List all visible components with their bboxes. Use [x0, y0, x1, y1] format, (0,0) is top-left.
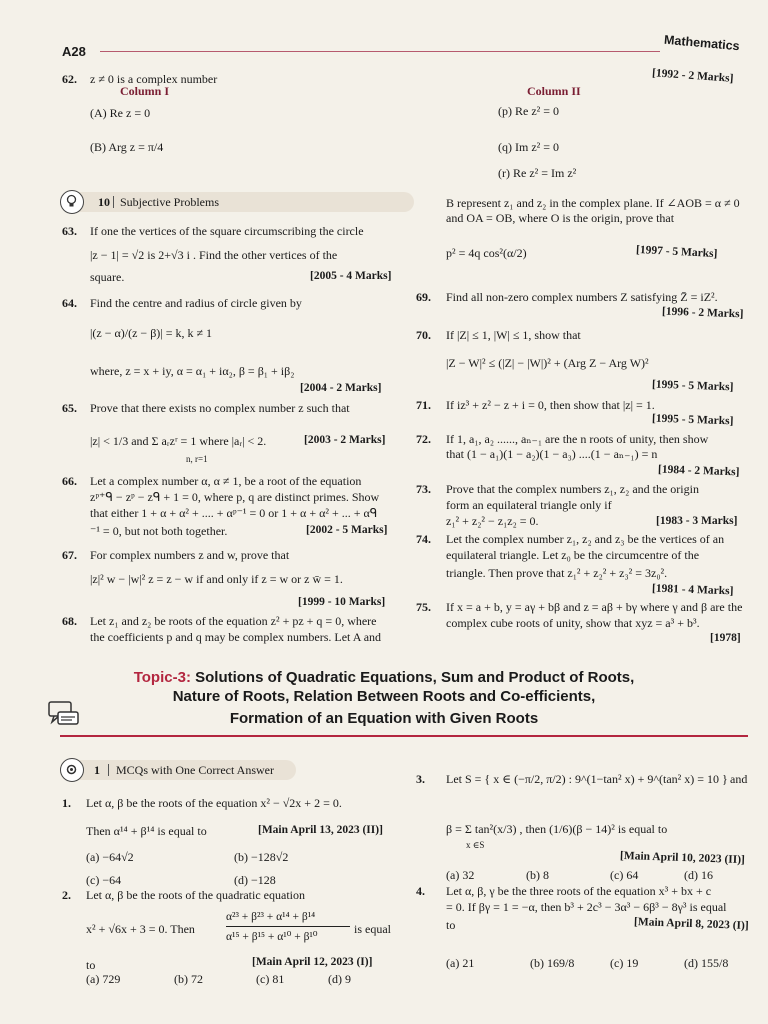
section-title: MCQs with One Correct Answer: [116, 763, 274, 777]
option-b: (b) −128√2: [234, 850, 289, 864]
option-c: (c) −64: [86, 873, 122, 887]
question-text: |z − 1| = √2 is 2+√3 i . Find the other vertices of the: [90, 248, 338, 262]
section-title: Subjective Problems: [120, 195, 219, 209]
marks: [Main April 10, 2023 (II)]: [619, 849, 746, 867]
question-text: If 1, a₁, a₂ ......, aₙ₋₁ are the n roots of unity, then show: [446, 432, 709, 446]
option-a: (a) 21: [446, 956, 475, 970]
question-number: 1.: [62, 796, 71, 810]
equation: z₁² + z₂² − z₁z₂ = 0.: [446, 514, 539, 528]
marks: [1978]: [710, 632, 741, 644]
question-text: Let α, β be the roots of the equation x² − √2x + 2 = 0.: [86, 796, 342, 810]
subject-title: Mathematics: [663, 32, 741, 54]
option-b: (b) 169/8: [530, 956, 575, 970]
marks: [1999 - 10 Marks]: [298, 596, 386, 608]
marks: [1984 - 2 Marks]: [657, 463, 740, 479]
question-text: to: [446, 918, 456, 932]
equation: |Z − W|² ≤ (|Z| − |W|)² + (Arg Z − Arg W)²: [446, 356, 649, 370]
marks: [2005 - 4 Marks]: [310, 270, 392, 282]
option-c: (c) 64: [610, 868, 639, 882]
question-text: square.: [90, 270, 125, 284]
question-text: and: [730, 772, 748, 786]
question-text: Let α, β, γ be the three roots of the equation x³ + bx + c: [446, 884, 712, 898]
question-number: 73.: [416, 482, 431, 496]
column-heading: Column I: [120, 84, 170, 98]
marks: [2002 - 5 Marks]: [306, 524, 388, 536]
marks: [2003 - 2 Marks]: [304, 434, 386, 446]
equation: |z|² w − |w|² z = z − w if and only if z = w or z w̄ = 1.: [90, 572, 343, 586]
bulb-icon: [60, 190, 84, 214]
option-d: (d) 155/8: [684, 956, 729, 970]
question-text: Prove that there exists no complex number z such that: [90, 401, 350, 415]
question-number: 64.: [62, 296, 77, 310]
option-d: (d) 9: [328, 972, 351, 986]
question-number: 4.: [416, 884, 425, 898]
question-number: 66.: [62, 474, 77, 488]
question-number: 62.: [62, 72, 77, 86]
section-number: 10: [98, 195, 110, 209]
section-number: 1: [94, 763, 100, 777]
section-banner: [62, 192, 414, 212]
question-text: Then α¹⁴ + β¹⁴ is equal to: [86, 824, 207, 838]
option-r: (r) Re z² = Im z²: [498, 166, 577, 180]
question-number: 74.: [416, 532, 431, 546]
question-text: that either 1 + α + α² + .... + αᵖ⁻¹ = 0 or 1 + α + α² + ... + αᑫ: [90, 506, 378, 520]
gear-icon: [60, 758, 84, 782]
question-text: If one the vertices of the square circumscribing the circle: [90, 224, 364, 238]
question-text: Let α, β be the roots of the quadratic equation: [86, 888, 305, 902]
question-text: to: [86, 958, 96, 972]
question-number: 68.: [62, 614, 77, 628]
question-text: Find the centre and radius of circle given by: [90, 296, 302, 310]
equation: β = Σ tan²(x/3) , then (1/6)(β − 14)² is equal to: [446, 822, 668, 836]
fraction-denominator: α¹⁵ + β¹⁵ + α¹⁰ + β¹⁰: [226, 931, 318, 943]
option-a: (a) 32: [446, 868, 475, 882]
fraction-numerator: α²³ + β²³ + α¹⁴ + β¹⁴: [226, 911, 316, 923]
equation: Let S = { x ∈ (−π/2, π/2) : 9^(1−tan² x) + 9^(tan² x) = 10 }: [446, 772, 728, 786]
header-rule: [100, 51, 660, 52]
topic-line-3: Formation of an Equation with Given Roots: [229, 710, 539, 727]
question-text: If x = a + b, y = aγ + bβ and z = aβ + bγ where γ and β are the: [446, 600, 743, 614]
option-a: (a) 729: [86, 972, 121, 986]
question-number: 63.: [62, 224, 77, 238]
question-text: form an equilateral triangle only if: [446, 498, 612, 512]
question-number: 2.: [62, 888, 71, 902]
column-heading: Column II: [527, 84, 581, 98]
question-text: Find all non-zero complex numbers Z satisfying Z̄ = iZ².: [446, 290, 718, 304]
equation: x² + √6x + 3 = 0. Then: [86, 922, 195, 936]
question-number: 65.: [62, 401, 77, 415]
option-c: (c) 19: [610, 956, 639, 970]
marks: [1981 - 4 Marks]: [651, 582, 734, 598]
marks: [Main April 8, 2023 (I)]: [633, 916, 749, 932]
question-number: 72.: [416, 432, 431, 446]
option-q: (q) Im z² = 0: [498, 140, 560, 154]
question-text: ⁻¹ = 0, but not both together.: [90, 524, 228, 538]
question-text: Let a complex number α, α ≠ 1, be a root of the equation: [90, 474, 362, 488]
question-text: Let the complex number z₁, z₂ and z₃ be the vertices of an: [446, 532, 725, 546]
question-text: equilateral triangle. Let z₀ be the circumcentre of the: [446, 548, 700, 562]
marks: [Main April 13, 2023 (II)]: [258, 824, 383, 836]
question-text: z ≠ 0 is a complex number: [90, 72, 218, 86]
question-text: is equal: [354, 922, 391, 936]
equation: |(z − α)/(z − β)| = k, k ≠ 1: [90, 326, 213, 340]
question-number: 75.: [416, 600, 431, 614]
marks: [1992 - 2 Marks]: [651, 67, 734, 85]
option-b: (b) 72: [174, 972, 203, 986]
topic-rule: [60, 735, 748, 737]
marks: [Main April 12, 2023 (I)]: [252, 956, 373, 968]
question-text: the coefficients p and q may be complex numbers. Let A and: [90, 630, 382, 644]
topic-line-1: Solutions of Quadratic Equations, Sum and Product of Roots,: [190, 669, 635, 686]
question-text: If |Z| ≤ 1, |W| ≤ 1, show that: [446, 328, 581, 342]
equation: |z| < 1/3 and Σ aᵣzʳ = 1 where |aᵣ| < 2.: [90, 434, 267, 448]
marks: [1996 - 2 Marks]: [661, 305, 744, 321]
question-text: Let z₁ and z₂ be roots of the equation z² + pz + q = 0, where: [90, 614, 377, 628]
topic-line-2: Nature of Roots, Relation Between Roots and Co-efficients,: [172, 688, 596, 705]
question-text: complex cube roots of unity, show that xyz = a³ + b³.: [446, 616, 700, 630]
question-text: and OA = OB, where O is the origin, prove that: [446, 211, 675, 225]
sum-subscript: x ∈S: [466, 840, 485, 850]
marks: [1997 - 5 Marks]: [635, 243, 718, 261]
question-number: 3.: [416, 772, 425, 786]
marks: [1995 - 5 Marks]: [651, 378, 734, 394]
option-a: (A) Re z = 0: [90, 106, 151, 120]
option-b: (B) Arg z = π/4: [90, 140, 164, 154]
question-text: zᵖ⁺ᑫ − zᵖ − zᑫ + 1 = 0, where p, q are distinct primes. Show: [90, 490, 380, 504]
sum-limits: n, r=1: [186, 454, 208, 464]
question-text: For complex numbers z and w, prove that: [90, 548, 290, 562]
equation: p² = 4q cos²(α/2): [446, 246, 527, 260]
option-c: (c) 81: [256, 972, 285, 986]
question-number: 67.: [62, 548, 77, 562]
marks: [1983 - 3 Marks]: [656, 515, 738, 527]
question-number: 70.: [416, 328, 431, 342]
question-text: triangle. Then prove that z₁² + z₂² + z₃² = 3z₀².: [446, 566, 668, 580]
question-text: = 0. If βγ = 1 = −α, then b³ + 2c³ − 3α³ − 6β³ − 8γ³ is equal: [446, 900, 727, 914]
page-number: A28: [62, 44, 86, 59]
option-d: (d) −128: [234, 873, 276, 887]
question-number: 69.: [416, 290, 431, 304]
question-text: Prove that the complex numbers z₁, z₂ and the origin: [446, 482, 699, 496]
question-number: 71.: [416, 398, 431, 412]
question-text: B represent z₁ and z₂ in the complex plane. If ∠AOB = α ≠ 0: [446, 196, 740, 210]
topic-prefix: Topic-3:: [133, 669, 191, 686]
option-d: (d) 16: [684, 868, 713, 882]
marks: [1995 - 5 Marks]: [651, 412, 734, 428]
question-text: If iz³ + z² − z + i = 0, then show that |z| = 1.: [446, 398, 655, 412]
question-text: where, z = x + iy, α = α₁ + iα₂, β = β₁ + iβ₂: [90, 364, 295, 378]
option-b: (b) 8: [526, 868, 549, 882]
chat-icon: [46, 696, 82, 732]
question-text: that (1 − a₁)(1 − a₂)(1 − a₃) ....(1 − aₙ₋₁) = n: [446, 447, 658, 461]
topic-heading: [0, 668, 768, 687]
option-p: (p) Re z² = 0: [498, 104, 560, 118]
option-a: (a) −64√2: [86, 850, 134, 864]
marks: [2004 - 2 Marks]: [300, 382, 382, 394]
